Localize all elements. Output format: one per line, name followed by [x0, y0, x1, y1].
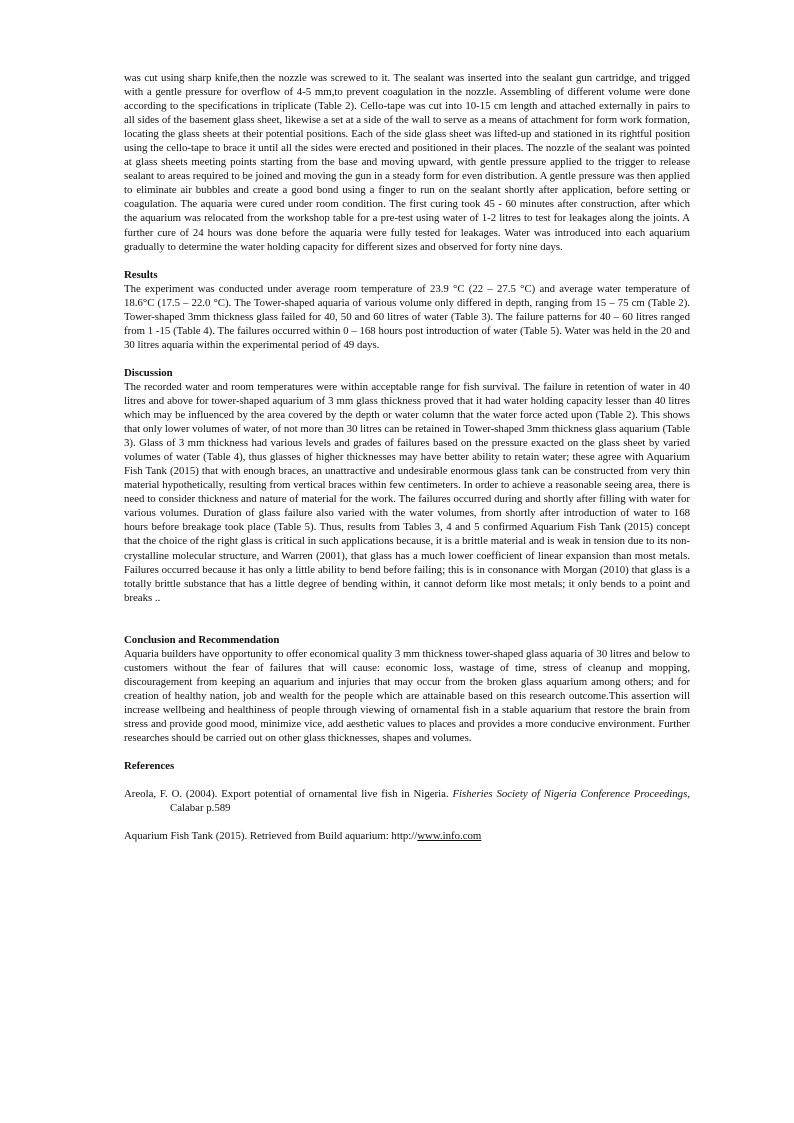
- reference-authors: Areola, F. O. (2004). Export potential of ornamental live fish in Nigeria.: [124, 788, 453, 801]
- references-heading: References: [124, 760, 175, 773]
- reference-item: [124, 829, 690, 843]
- document-page: [124, 71, 690, 843]
- discussion-section: [124, 366, 690, 605]
- reference-item: [124, 787, 690, 815]
- reference-source: Fisheries Society of Nigeria Conference Proceedings: [452, 788, 688, 801]
- discussion-paragraph: The recorded water and room temperatures were within acceptable range for fish survival. The failure in retention of water in 40 litres and above for tower-shaped aquarium of 3 mm glass thickness proved that it had water holding capacity lesser than 40 litres which may be influenced by the area covered by the depth or water column that the water force acted upon (Table 2). This shows that only lower volumes of water, of not more than 30 litres can be retained in Tower-shaped 3mm thickness glass aquarium (Table 3). Glass of 3 mm thickness had various levels and grades of failures based on the pressure exacted on the glass sheet by varied volumes of water (Table 4), thus glasses of higher thicknesses may have better ability to retain water; these agree with Aquarium Fish Tank (2015) that with enough braces, an unattractive and undesirable enormous glass tank can be constructed from very thin material hypothetically, resulting from vertical braces within few centimeters. In order to achieve a reasonable seeing area, there is need to consider thickness and nature of material for the work. The failures occurred during and shortly after filling with water for various volumes. Duration of glass failure also varied with the water volumes, from shortly after introduction of water to 168 hours before breakage took place (Table 5). Thus, results from Tables 3, 4 and 5 confirmed Aquarium Fish Tank (2015) concept that the choice of the right glass is critical in such applications because, it is a brittle material and is weak in tension due to its non-crystalline molecular structure, and Warren (2001), that glass has a much lower coefficient of linear expansion than most metals. Failures occurred because it has only a little ability to bend before failing; this is in consonance with Morgan (2010) that glass is a totally brittle substance that has a little degree of bending within, it cannot deform like most metals; it only bends to a point and breaks ..: [124, 380, 690, 604]
- results-section: [124, 268, 690, 352]
- reference-link[interactable]: www.info.com: [417, 830, 482, 843]
- conclusion-section: [124, 633, 690, 745]
- results-heading: Results: [124, 268, 158, 281]
- conclusion-heading: Conclusion and Recommendation: [124, 633, 280, 646]
- reference-authors: Aquarium Fish Tank (2015). Retrieved from Build aquarium: http://: [124, 830, 418, 843]
- references-section: [124, 759, 690, 843]
- discussion-heading: Discussion: [124, 366, 173, 379]
- methods-paragraph: was cut using sharp knife,then the nozzle was screwed to it. The sealant was inserted into the sealant gun cartridge, and trigged with a gentle pressure for overflow of 4-5 mm,to prevent coagulation in the nozzle. Assembling of different volume were done according to the specifications in triplicate (Table 2). Cello-tape was cut into 10-15 cm length and attached externally in pairs to all sides of the basement glass sheet, likewise a set at a side of the wall to serve as a means of attachment for form work formation, locating the glass sheets at their potential positions. Each of the side glass sheet was lifted-up and stationed in its rightful position using the cello-tape to brace it until all the sides were erected and positioned in their places. The nozzle of the sealant was pointed at glass sheets meeting points starting from the base and moving upward, with gentle pressure applied to the trigger to release sealant to areas required to be joined and moving the gun in a steady form for even distribution. A gentle pressure was then applied to eliminate air bubbles and create a good bond using a finger to run on the sealant shortly after application, before setting or coagulation. The aquaria were cured under room condition. The first curing took 45 - 60 minutes after construction, after which the aquarium was relocated from the workshop table for a pre-test using water of 1-2 litres to test for leakages along the joints. A further cure of 24 hours was done before the aquaria were fully tested for leakages. Water was introduced into each aquarium gradually to determine the water holding capacity for different sizes and observed for forty nine days.: [124, 72, 690, 253]
- reference-tail: , Calabar p.589: [170, 788, 690, 815]
- results-paragraph: The experiment was conducted under average room temperature of 23.9 °C (22 – 27.5 °C) and average water temperature of 18.6°C (17.5 – 22.0 °C). The Tower-shaped aquaria of various volume only differed in depth, ranging from 15 – 75 cm (Table 2). Tower-shaped 3mm thickness glass failed for 40, 50 and 60 litres of water (Table 3). The failure patterns for 40 – 60 litres ranged from 1 -15 (Table 4). The failures occurred within 0 – 168 hours post introduction of water (Table 5). Water was held in the 20 and 30 litres aquaria within the experimental period of 49 days.: [124, 282, 690, 351]
- conclusion-paragraph: Aquaria builders have opportunity to offer economical quality 3 mm thickness tower-shaped glass aquaria of 30 litres and below to customers without the fear of failures that will cause: economic loss, wastage of time, stress of cleanup and mopping, discouragement from keeping an aquarium and injuries that may occur from the broken glass aquarium among others; and for creation of healthy nation, job and wealth for the people which are attainable based on this research outcome.This assertion will increase wellbeing and healthiness of people through viewing of ornamental fish in a stable aquarium that restore the brain from stress and provide good mood, minimize vice, add aesthetic values to places and provides a more conducive environment. Further researches should be carried out on other glass thicknesses, shapes and volumes.: [124, 647, 690, 745]
